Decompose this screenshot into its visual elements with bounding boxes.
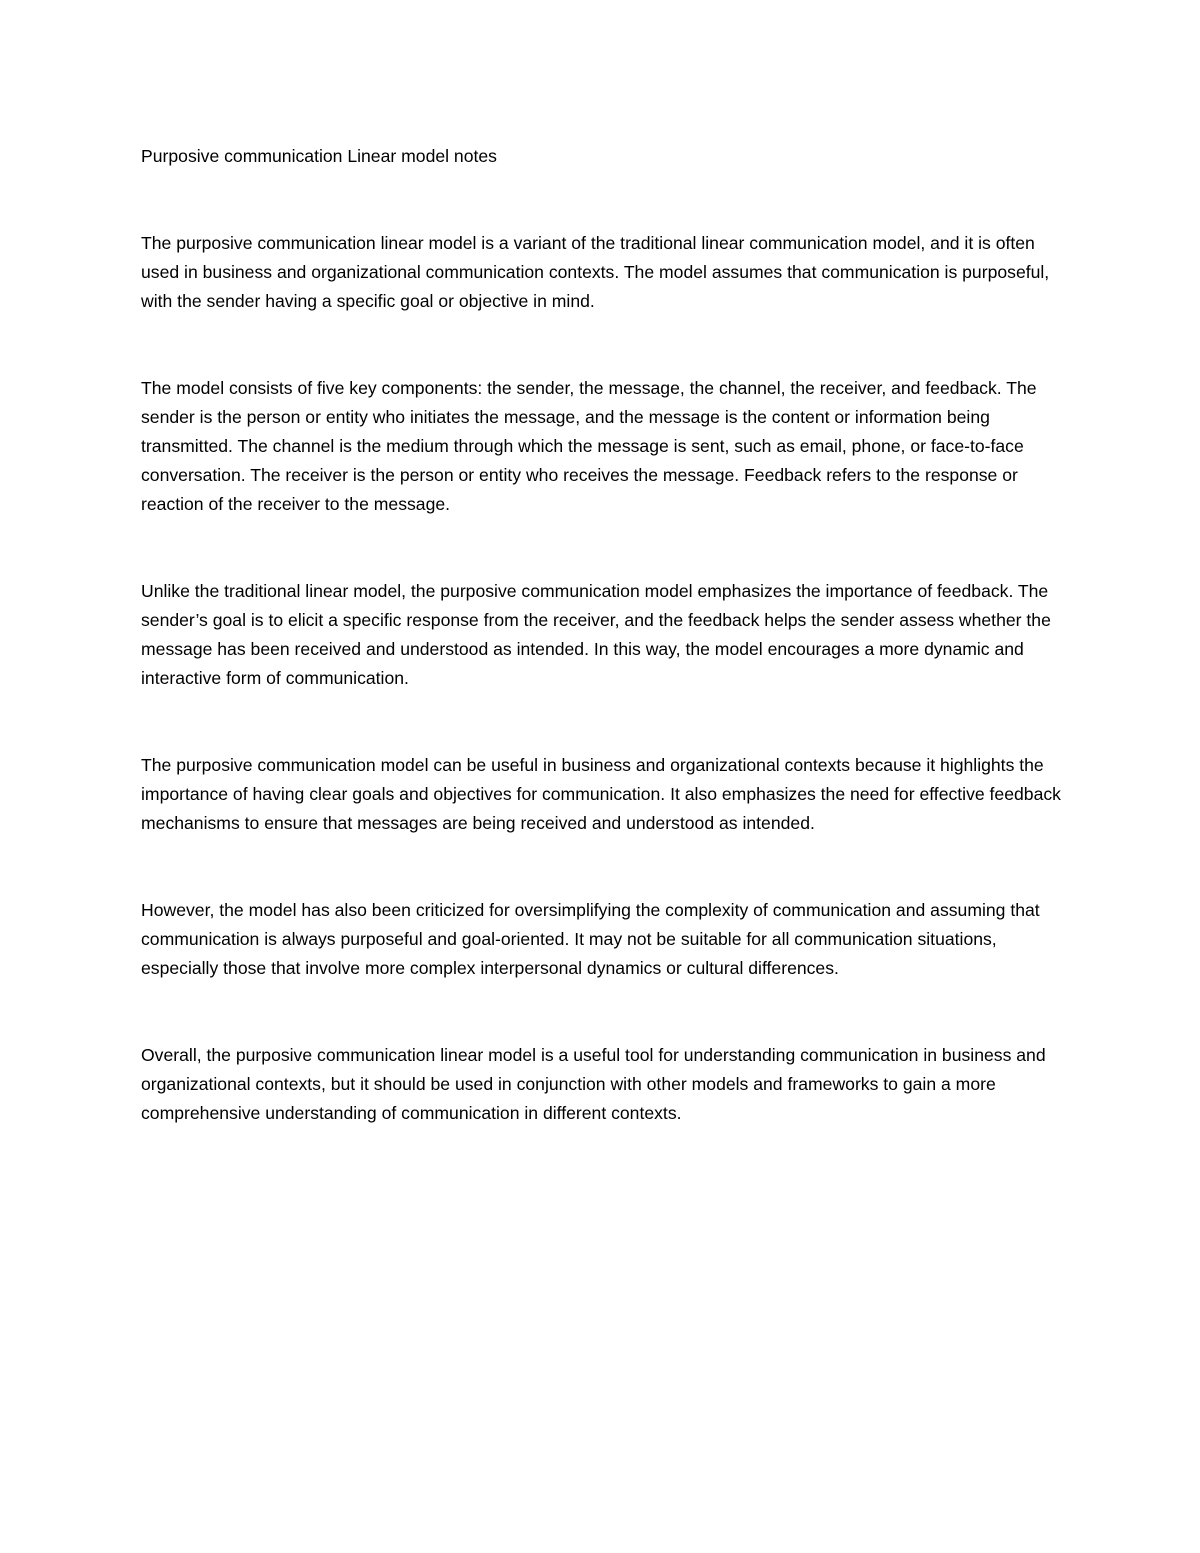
- paragraph-conclusion: Overall, the purposive communication linear model is a useful tool for understanding communication in business and organizational contexts, but it should be used in conjunction with other models and frameworks to gain a more comprehensive understanding of communication in different contexts.: [141, 1045, 1046, 1123]
- paragraph-usefulness: The purposive communication model can be useful in business and organizational contexts because it highlights the importance of having clear goals and objectives for communication. It also emphasizes the need for effective feedback mechanisms to ensure that messages are being received and understood as intended.: [141, 755, 1061, 833]
- paragraph-feedback: Unlike the traditional linear model, the purposive communication model emphasizes the importance of feedback. The sender’s goal is to elicit a specific response from the receiver, and the feedback helps the sender assess whether the message has been received and understood as intended. In this way, the model encourages a more dynamic and interactive form of communication.: [141, 581, 1051, 688]
- paragraph-criticism: However, the model has also been criticized for oversimplifying the complexity of communication and assuming that communication is always purposeful and goal-oriented. It may not be suitable for all communication situations, especially those that involve more complex interpersonal dynamics or cultural differences.: [141, 900, 1040, 978]
- paragraph-intro: The purposive communication linear model is a variant of the traditional linear communication model, and it is often used in business and organizational communication contexts. The model assumes that communication is purposeful, with the sender having a specific goal or objective in mind.: [141, 233, 1050, 311]
- document-body: [141, 142, 1066, 1128]
- paragraph-components: The model consists of five key components: the sender, the message, the channel, the receiver, and feedback. The sender is the person or entity who initiates the message, and the message is the content or information being transmitted. The channel is the medium through which the message is sent, such as email, phone, or face-to-face conversation. The receiver is the person or entity who receives the message. Feedback refers to the response or reaction of the receiver to the message.: [141, 378, 1037, 514]
- document-title: Purposive communication Linear model notes: [141, 146, 497, 166]
